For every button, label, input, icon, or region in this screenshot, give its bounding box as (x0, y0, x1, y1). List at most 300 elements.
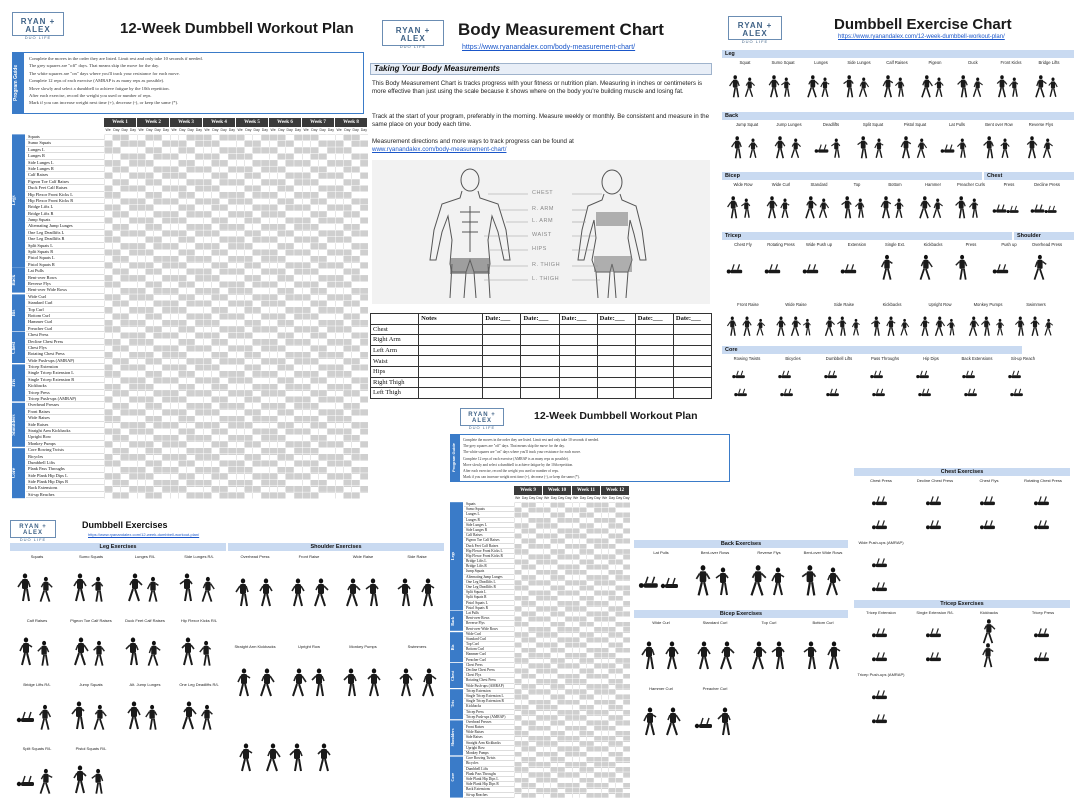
on-day-cell[interactable] (154, 384, 162, 390)
measurement-cell[interactable] (419, 345, 483, 356)
on-day-cell[interactable] (558, 633, 565, 638)
on-day-cell[interactable] (179, 243, 187, 249)
on-day-cell[interactable] (253, 224, 261, 230)
on-day-cell[interactable] (303, 480, 311, 486)
on-day-cell[interactable] (573, 768, 580, 773)
on-day-cell[interactable] (336, 256, 344, 262)
on-day-cell[interactable] (187, 378, 195, 384)
on-day-cell[interactable] (105, 391, 113, 397)
measurement-cell[interactable] (635, 366, 673, 377)
on-day-cell[interactable] (360, 448, 368, 454)
on-day-cell[interactable] (204, 487, 212, 493)
on-day-cell[interactable] (602, 549, 609, 554)
on-day-cell[interactable] (336, 269, 344, 275)
on-day-cell[interactable] (551, 565, 558, 570)
on-day-cell[interactable] (594, 633, 601, 638)
on-day-cell[interactable] (154, 186, 162, 192)
on-day-cell[interactable] (602, 570, 609, 575)
on-day-cell[interactable] (327, 378, 335, 384)
on-day-cell[interactable] (529, 513, 536, 518)
on-day-cell[interactable] (245, 448, 253, 454)
on-day-cell[interactable] (573, 612, 580, 617)
on-day-cell[interactable] (138, 359, 146, 365)
on-day-cell[interactable] (616, 555, 623, 560)
on-day-cell[interactable] (270, 378, 278, 384)
on-day-cell[interactable] (121, 237, 129, 243)
on-day-cell[interactable] (294, 256, 302, 262)
on-day-cell[interactable] (105, 199, 113, 205)
on-day-cell[interactable] (344, 173, 352, 179)
on-day-cell[interactable] (121, 397, 129, 403)
on-day-cell[interactable] (529, 742, 536, 747)
on-day-cell[interactable] (171, 282, 179, 288)
on-day-cell[interactable] (237, 275, 245, 281)
on-day-cell[interactable] (551, 617, 558, 622)
measurement-cell[interactable] (521, 335, 559, 346)
on-day-cell[interactable] (319, 384, 327, 390)
on-day-cell[interactable] (105, 346, 113, 352)
on-day-cell[interactable] (253, 333, 261, 339)
on-day-cell[interactable] (580, 664, 587, 669)
on-day-cell[interactable] (352, 339, 360, 345)
on-day-cell[interactable] (212, 371, 220, 377)
on-day-cell[interactable] (228, 263, 236, 269)
on-day-cell[interactable] (551, 627, 558, 632)
on-day-cell[interactable] (515, 591, 522, 596)
on-day-cell[interactable] (286, 167, 294, 173)
on-day-cell[interactable] (179, 135, 187, 141)
on-day-cell[interactable] (319, 448, 327, 454)
on-day-cell[interactable] (311, 442, 319, 448)
on-day-cell[interactable] (138, 224, 146, 230)
on-day-cell[interactable] (594, 695, 601, 700)
on-day-cell[interactable] (580, 757, 587, 762)
on-day-cell[interactable] (327, 256, 335, 262)
on-day-cell[interactable] (344, 154, 352, 160)
on-day-cell[interactable] (319, 224, 327, 230)
on-day-cell[interactable] (220, 320, 228, 326)
measurement-cell[interactable] (419, 324, 483, 335)
on-day-cell[interactable] (278, 352, 286, 358)
on-day-cell[interactable] (594, 768, 601, 773)
on-day-cell[interactable] (237, 173, 245, 179)
on-day-cell[interactable] (278, 218, 286, 224)
on-day-cell[interactable] (602, 679, 609, 684)
on-day-cell[interactable] (121, 307, 129, 313)
on-day-cell[interactable] (551, 508, 558, 513)
on-day-cell[interactable] (294, 243, 302, 249)
on-day-cell[interactable] (551, 690, 558, 695)
on-day-cell[interactable] (529, 695, 536, 700)
on-day-cell[interactable] (602, 596, 609, 601)
on-day-cell[interactable] (195, 263, 203, 269)
on-day-cell[interactable] (565, 742, 572, 747)
on-day-cell[interactable] (352, 205, 360, 211)
on-day-cell[interactable] (580, 627, 587, 632)
measurement-cell[interactable] (483, 388, 521, 399)
on-day-cell[interactable] (113, 218, 121, 224)
on-day-cell[interactable] (580, 529, 587, 534)
on-day-cell[interactable] (195, 397, 203, 403)
on-day-cell[interactable] (515, 612, 522, 617)
on-day-cell[interactable] (616, 591, 623, 596)
on-day-cell[interactable] (529, 731, 536, 736)
on-day-cell[interactable] (154, 410, 162, 416)
on-day-cell[interactable] (179, 391, 187, 397)
on-day-cell[interactable] (551, 555, 558, 560)
on-day-cell[interactable] (204, 397, 212, 403)
on-day-cell[interactable] (558, 607, 565, 612)
on-day-cell[interactable] (344, 218, 352, 224)
on-day-cell[interactable] (522, 679, 529, 684)
on-day-cell[interactable] (113, 199, 121, 205)
on-day-cell[interactable] (536, 612, 543, 617)
on-day-cell[interactable] (544, 794, 551, 799)
on-day-cell[interactable] (220, 455, 228, 461)
on-day-cell[interactable] (529, 570, 536, 575)
on-day-cell[interactable] (319, 160, 327, 166)
on-day-cell[interactable] (573, 523, 580, 528)
on-day-cell[interactable] (237, 442, 245, 448)
measurement-cell[interactable] (635, 324, 673, 335)
on-day-cell[interactable] (278, 339, 286, 345)
on-day-cell[interactable] (616, 747, 623, 752)
on-day-cell[interactable] (594, 669, 601, 674)
on-day-cell[interactable] (195, 461, 203, 467)
on-day-cell[interactable] (558, 679, 565, 684)
on-day-cell[interactable] (522, 664, 529, 669)
on-day-cell[interactable] (352, 429, 360, 435)
measurement-cell[interactable] (673, 324, 711, 335)
on-day-cell[interactable] (587, 679, 594, 684)
on-day-cell[interactable] (138, 314, 146, 320)
on-day-cell[interactable] (129, 403, 137, 409)
on-day-cell[interactable] (195, 237, 203, 243)
on-day-cell[interactable] (187, 397, 195, 403)
on-day-cell[interactable] (327, 403, 335, 409)
on-day-cell[interactable] (138, 435, 146, 441)
on-day-cell[interactable] (609, 768, 616, 773)
on-day-cell[interactable] (113, 141, 121, 147)
measurement-cell[interactable] (419, 377, 483, 388)
on-day-cell[interactable] (228, 474, 236, 480)
on-day-cell[interactable] (220, 378, 228, 384)
on-day-cell[interactable] (261, 352, 269, 358)
on-day-cell[interactable] (121, 282, 129, 288)
on-day-cell[interactable] (360, 224, 368, 230)
on-day-cell[interactable] (319, 205, 327, 211)
on-day-cell[interactable] (105, 167, 113, 173)
on-day-cell[interactable] (129, 371, 137, 377)
on-day-cell[interactable] (212, 282, 220, 288)
on-day-cell[interactable] (105, 359, 113, 365)
on-day-cell[interactable] (522, 716, 529, 721)
on-day-cell[interactable] (129, 224, 137, 230)
on-day-cell[interactable] (594, 622, 601, 627)
on-day-cell[interactable] (580, 612, 587, 617)
on-day-cell[interactable] (536, 513, 543, 518)
on-day-cell[interactable] (565, 523, 572, 528)
on-day-cell[interactable] (515, 627, 522, 632)
on-day-cell[interactable] (270, 199, 278, 205)
on-day-cell[interactable] (522, 789, 529, 794)
on-day-cell[interactable] (228, 410, 236, 416)
on-day-cell[interactable] (270, 352, 278, 358)
on-day-cell[interactable] (228, 352, 236, 358)
on-day-cell[interactable] (602, 695, 609, 700)
on-day-cell[interactable] (529, 596, 536, 601)
on-day-cell[interactable] (319, 282, 327, 288)
on-day-cell[interactable] (515, 674, 522, 679)
on-day-cell[interactable] (551, 763, 558, 768)
measurement-cell[interactable] (483, 345, 521, 356)
on-day-cell[interactable] (536, 575, 543, 580)
on-day-cell[interactable] (105, 154, 113, 160)
on-day-cell[interactable] (138, 301, 146, 307)
on-day-cell[interactable] (602, 513, 609, 518)
on-day-cell[interactable] (113, 378, 121, 384)
on-day-cell[interactable] (573, 685, 580, 690)
on-day-cell[interactable] (522, 581, 529, 586)
on-day-cell[interactable] (294, 320, 302, 326)
on-day-cell[interactable] (522, 570, 529, 575)
on-day-cell[interactable] (253, 314, 261, 320)
on-day-cell[interactable] (220, 301, 228, 307)
measurement-cell[interactable] (483, 335, 521, 346)
on-day-cell[interactable] (544, 711, 551, 716)
on-day-cell[interactable] (616, 711, 623, 716)
on-day-cell[interactable] (602, 789, 609, 794)
on-day-cell[interactable] (187, 141, 195, 147)
on-day-cell[interactable] (303, 435, 311, 441)
on-day-cell[interactable] (311, 410, 319, 416)
on-day-cell[interactable] (573, 560, 580, 565)
on-day-cell[interactable] (212, 359, 220, 365)
on-day-cell[interactable] (515, 747, 522, 752)
on-day-cell[interactable] (303, 365, 311, 371)
on-day-cell[interactable] (270, 487, 278, 493)
on-day-cell[interactable] (573, 633, 580, 638)
on-day-cell[interactable] (162, 429, 170, 435)
on-day-cell[interactable] (113, 231, 121, 237)
on-day-cell[interactable] (113, 467, 121, 473)
measurement-cell[interactable] (597, 324, 635, 335)
on-day-cell[interactable] (286, 327, 294, 333)
on-day-cell[interactable] (204, 237, 212, 243)
on-day-cell[interactable] (352, 263, 360, 269)
on-day-cell[interactable] (327, 301, 335, 307)
on-day-cell[interactable] (522, 508, 529, 513)
on-day-cell[interactable] (138, 237, 146, 243)
on-day-cell[interactable] (162, 314, 170, 320)
on-day-cell[interactable] (336, 391, 344, 397)
on-day-cell[interactable] (105, 256, 113, 262)
on-day-cell[interactable] (179, 167, 187, 173)
on-day-cell[interactable] (278, 384, 286, 390)
on-day-cell[interactable] (551, 711, 558, 716)
measurement-cell[interactable] (597, 345, 635, 356)
on-day-cell[interactable] (212, 256, 220, 262)
on-day-cell[interactable] (228, 487, 236, 493)
on-day-cell[interactable] (237, 429, 245, 435)
on-day-cell[interactable] (336, 301, 344, 307)
on-day-cell[interactable] (113, 487, 121, 493)
on-day-cell[interactable] (594, 643, 601, 648)
on-day-cell[interactable] (129, 269, 137, 275)
on-day-cell[interactable] (336, 378, 344, 384)
on-day-cell[interactable] (594, 570, 601, 575)
on-day-cell[interactable] (352, 384, 360, 390)
on-day-cell[interactable] (529, 549, 536, 554)
on-day-cell[interactable] (187, 231, 195, 237)
on-day-cell[interactable] (565, 575, 572, 580)
on-day-cell[interactable] (352, 173, 360, 179)
on-day-cell[interactable] (294, 154, 302, 160)
on-day-cell[interactable] (105, 301, 113, 307)
on-day-cell[interactable] (253, 199, 261, 205)
on-day-cell[interactable] (360, 461, 368, 467)
on-day-cell[interactable] (529, 560, 536, 565)
on-day-cell[interactable] (573, 659, 580, 664)
on-day-cell[interactable] (529, 752, 536, 757)
on-day-cell[interactable] (261, 307, 269, 313)
on-day-cell[interactable] (580, 601, 587, 606)
on-day-cell[interactable] (515, 664, 522, 669)
on-day-cell[interactable] (609, 685, 616, 690)
on-day-cell[interactable] (129, 480, 137, 486)
on-day-cell[interactable] (565, 622, 572, 627)
on-day-cell[interactable] (623, 763, 630, 768)
on-day-cell[interactable] (609, 586, 616, 591)
on-day-cell[interactable] (573, 549, 580, 554)
on-day-cell[interactable] (261, 442, 269, 448)
on-day-cell[interactable] (286, 314, 294, 320)
on-day-cell[interactable] (544, 721, 551, 726)
on-day-cell[interactable] (220, 141, 228, 147)
on-day-cell[interactable] (270, 307, 278, 313)
on-day-cell[interactable] (515, 711, 522, 716)
on-day-cell[interactable] (551, 581, 558, 586)
on-day-cell[interactable] (522, 773, 529, 778)
on-day-cell[interactable] (536, 565, 543, 570)
on-day-cell[interactable] (344, 307, 352, 313)
on-day-cell[interactable] (587, 664, 594, 669)
on-day-cell[interactable] (573, 596, 580, 601)
on-day-cell[interactable] (237, 231, 245, 237)
on-day-cell[interactable] (171, 429, 179, 435)
on-day-cell[interactable] (327, 135, 335, 141)
on-day-cell[interactable] (352, 282, 360, 288)
on-day-cell[interactable] (129, 192, 137, 198)
on-day-cell[interactable] (352, 218, 360, 224)
on-day-cell[interactable] (609, 659, 616, 664)
measurement-cell[interactable] (597, 335, 635, 346)
on-day-cell[interactable] (270, 320, 278, 326)
on-day-cell[interactable] (311, 397, 319, 403)
on-day-cell[interactable] (138, 493, 146, 499)
measurement-cell[interactable] (521, 345, 559, 356)
on-day-cell[interactable] (294, 365, 302, 371)
on-day-cell[interactable] (522, 690, 529, 695)
on-day-cell[interactable] (278, 205, 286, 211)
on-day-cell[interactable] (179, 403, 187, 409)
on-day-cell[interactable] (536, 503, 543, 508)
on-day-cell[interactable] (105, 467, 113, 473)
on-day-cell[interactable] (522, 555, 529, 560)
on-day-cell[interactable] (565, 778, 572, 783)
on-day-cell[interactable] (522, 653, 529, 658)
on-day-cell[interactable] (529, 622, 536, 627)
on-day-cell[interactable] (237, 263, 245, 269)
on-day-cell[interactable] (515, 721, 522, 726)
on-day-cell[interactable] (237, 250, 245, 256)
on-day-cell[interactable] (121, 352, 129, 358)
on-day-cell[interactable] (129, 435, 137, 441)
on-day-cell[interactable] (278, 282, 286, 288)
on-day-cell[interactable] (286, 359, 294, 365)
on-day-cell[interactable] (587, 607, 594, 612)
on-day-cell[interactable] (551, 726, 558, 731)
on-day-cell[interactable] (558, 508, 565, 513)
on-day-cell[interactable] (204, 352, 212, 358)
on-day-cell[interactable] (261, 154, 269, 160)
on-day-cell[interactable] (270, 231, 278, 237)
on-day-cell[interactable] (303, 455, 311, 461)
on-day-cell[interactable] (270, 288, 278, 294)
on-day-cell[interactable] (352, 371, 360, 377)
on-day-cell[interactable] (536, 674, 543, 679)
on-day-cell[interactable] (294, 288, 302, 294)
on-day-cell[interactable] (105, 135, 113, 141)
on-day-cell[interactable] (129, 461, 137, 467)
on-day-cell[interactable] (565, 633, 572, 638)
on-day-cell[interactable] (245, 237, 253, 243)
on-day-cell[interactable] (253, 448, 261, 454)
on-day-cell[interactable] (360, 256, 368, 262)
on-day-cell[interactable] (146, 423, 154, 429)
on-day-cell[interactable] (336, 435, 344, 441)
on-day-cell[interactable] (286, 416, 294, 422)
on-day-cell[interactable] (558, 570, 565, 575)
on-day-cell[interactable] (344, 352, 352, 358)
on-day-cell[interactable] (303, 288, 311, 294)
on-day-cell[interactable] (360, 147, 368, 153)
on-day-cell[interactable] (195, 250, 203, 256)
on-day-cell[interactable] (113, 186, 121, 192)
measure-link[interactable]: https://www.ryanandalex.com/body-measurement-chart/ (462, 44, 636, 51)
on-day-cell[interactable] (336, 493, 344, 499)
on-day-cell[interactable] (294, 455, 302, 461)
on-day-cell[interactable] (228, 160, 236, 166)
on-day-cell[interactable] (529, 534, 536, 539)
on-day-cell[interactable] (344, 231, 352, 237)
on-day-cell[interactable] (319, 327, 327, 333)
on-day-cell[interactable] (565, 549, 572, 554)
on-day-cell[interactable] (609, 575, 616, 580)
on-day-cell[interactable] (212, 480, 220, 486)
on-day-cell[interactable] (587, 534, 594, 539)
on-day-cell[interactable] (311, 231, 319, 237)
on-day-cell[interactable] (146, 199, 154, 205)
on-day-cell[interactable] (515, 555, 522, 560)
on-day-cell[interactable] (344, 263, 352, 269)
on-day-cell[interactable] (522, 752, 529, 757)
on-day-cell[interactable] (245, 359, 253, 365)
on-day-cell[interactable] (270, 275, 278, 281)
on-day-cell[interactable] (105, 333, 113, 339)
on-day-cell[interactable] (344, 333, 352, 339)
on-day-cell[interactable] (580, 737, 587, 742)
